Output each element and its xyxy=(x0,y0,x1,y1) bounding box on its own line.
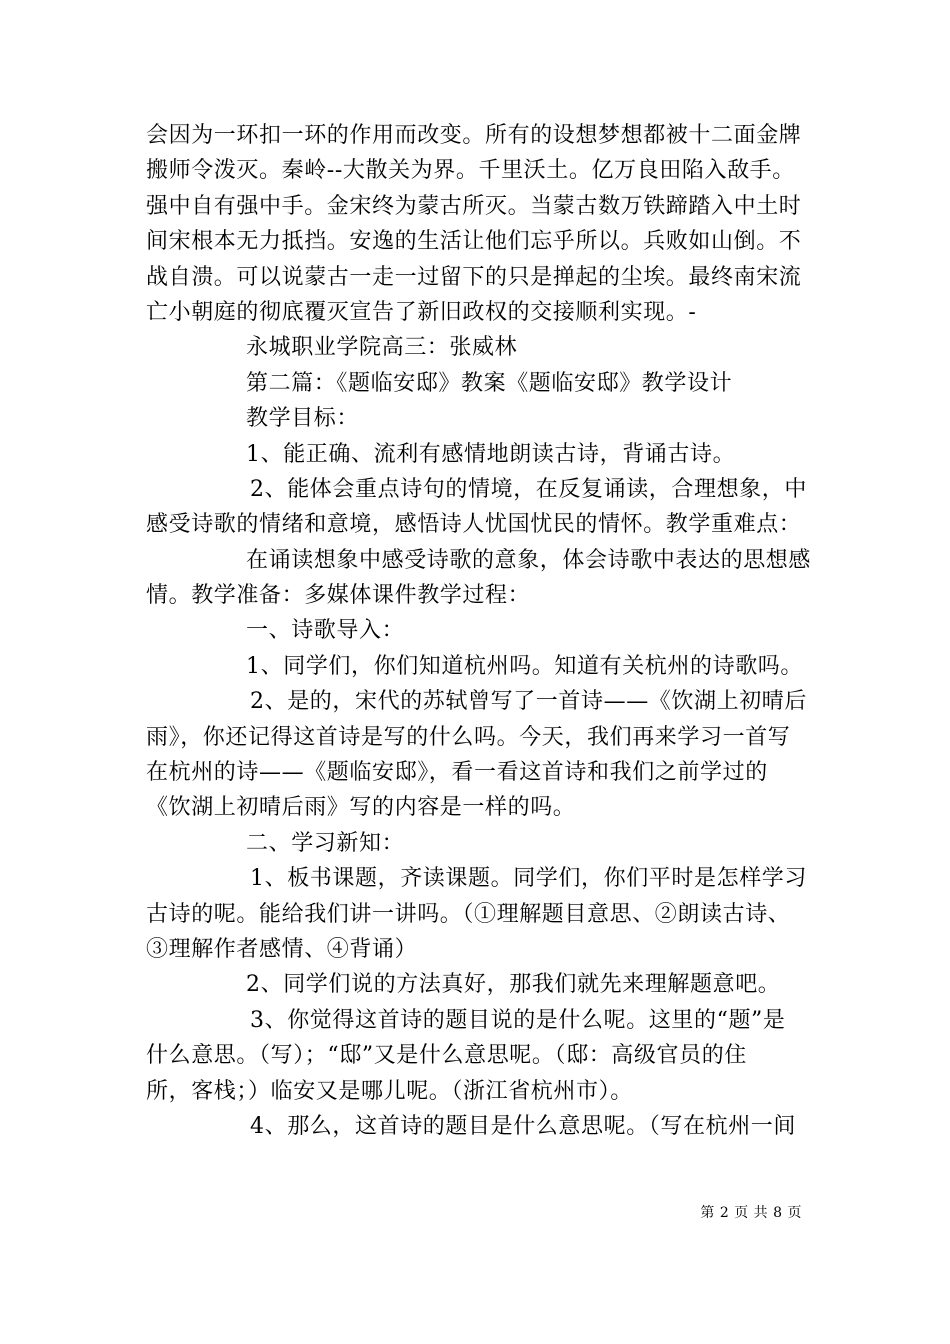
text-line: 2、能体会重点诗句的情境，在反复诵读，合理想象，中 xyxy=(250,476,807,502)
text-line: 在诵读想象中感受诗歌的意象，体会诗歌中表达的思想感 xyxy=(246,547,812,573)
text-line: 战自溃。可以说蒙古一走一过留下的只是掸起的尘埃。最终南宋流 xyxy=(146,264,802,290)
text-line: 雨》，你还记得这首诗是写的什么吗。今天，我们再来学习一首写 xyxy=(146,724,791,750)
text-line: 2、是的，宋代的苏轼曾写了一首诗——《饮湖上初晴后 xyxy=(250,689,807,715)
subheading: 一、诗歌导入： xyxy=(246,618,405,644)
text-line: 强中自有强中手。金宋终为蒙古所灭。当蒙古数万铁蹄踏入中土时 xyxy=(146,193,802,219)
text-line: 2、同学们说的方法真好，那我们就先来理解题意吧。 xyxy=(246,972,781,998)
document-body xyxy=(146,118,810,1144)
text-line: 情。教学准备：多媒体课件教学过程： xyxy=(146,583,531,609)
text-line: ③理解作者感情、④背诵） xyxy=(146,936,418,962)
text-line: 1、能正确、流利有感情地朗读古诗，背诵古诗。 xyxy=(246,441,736,467)
text-line: 古诗的呢。能给我们讲一讲吗。（①理解题目意思、②朗读古诗、 xyxy=(146,901,791,927)
subheading: 二、学习新知： xyxy=(246,830,405,856)
text-line: 在杭州的诗——《题临安邸》，看一看这首诗和我们之前学过的 xyxy=(146,760,768,786)
text-line: 1、同学们，你们知道杭州吗。知道有关杭州的诗歌吗。 xyxy=(246,653,803,679)
text-line: 会因为一环扣一环的作用而改变。所有的设想梦想都被十二面金牌 xyxy=(146,123,802,148)
text-line: 4、那么，这首诗的题目是什么意思呢。（写在杭州一间 xyxy=(250,1113,796,1139)
text-line: 3、你觉得这首诗的题目说的是什么呢。这里的“题”是 xyxy=(250,1007,786,1033)
text-line: 感受诗歌的情绪和意境，感悟诗人忧国忧民的情怀。教学重难点： xyxy=(146,512,802,538)
text-line: 什么意思。（写）；“邸”又是什么意思呢。（邸：高级官员的住 xyxy=(146,1043,747,1069)
text-line: 1、板书课题，齐读课题。同学们，你们平时是怎样学习 xyxy=(250,866,807,892)
text-line: 亡小朝庭的彻底覆灭宣告了新旧政权的交接顺利实现。- xyxy=(146,299,697,325)
text-line: 所，客栈；）临安又是哪儿呢。（浙江省杭州市）。 xyxy=(146,1078,633,1104)
author-line: 永城职业学院高三：张威林 xyxy=(246,335,518,361)
text-line: 《饮湖上初晴后雨》写的内容是一样的吗。 xyxy=(146,795,576,821)
page-number: 第 2 页 共 8 页 xyxy=(700,1205,802,1221)
subheading: 教学目标： xyxy=(246,406,360,432)
text-line: 搬师令泼灭。秦岭--大散关为界。千里沃土。亿万良田陷入敌手。 xyxy=(146,158,795,184)
text-line: 间宋根本无力抵挡。安逸的生活让他们忘乎所以。兵败如山倒。不 xyxy=(146,229,802,255)
section-heading: 第二篇：《题临安邸》教案《题临安邸》教学设计 xyxy=(246,370,733,396)
